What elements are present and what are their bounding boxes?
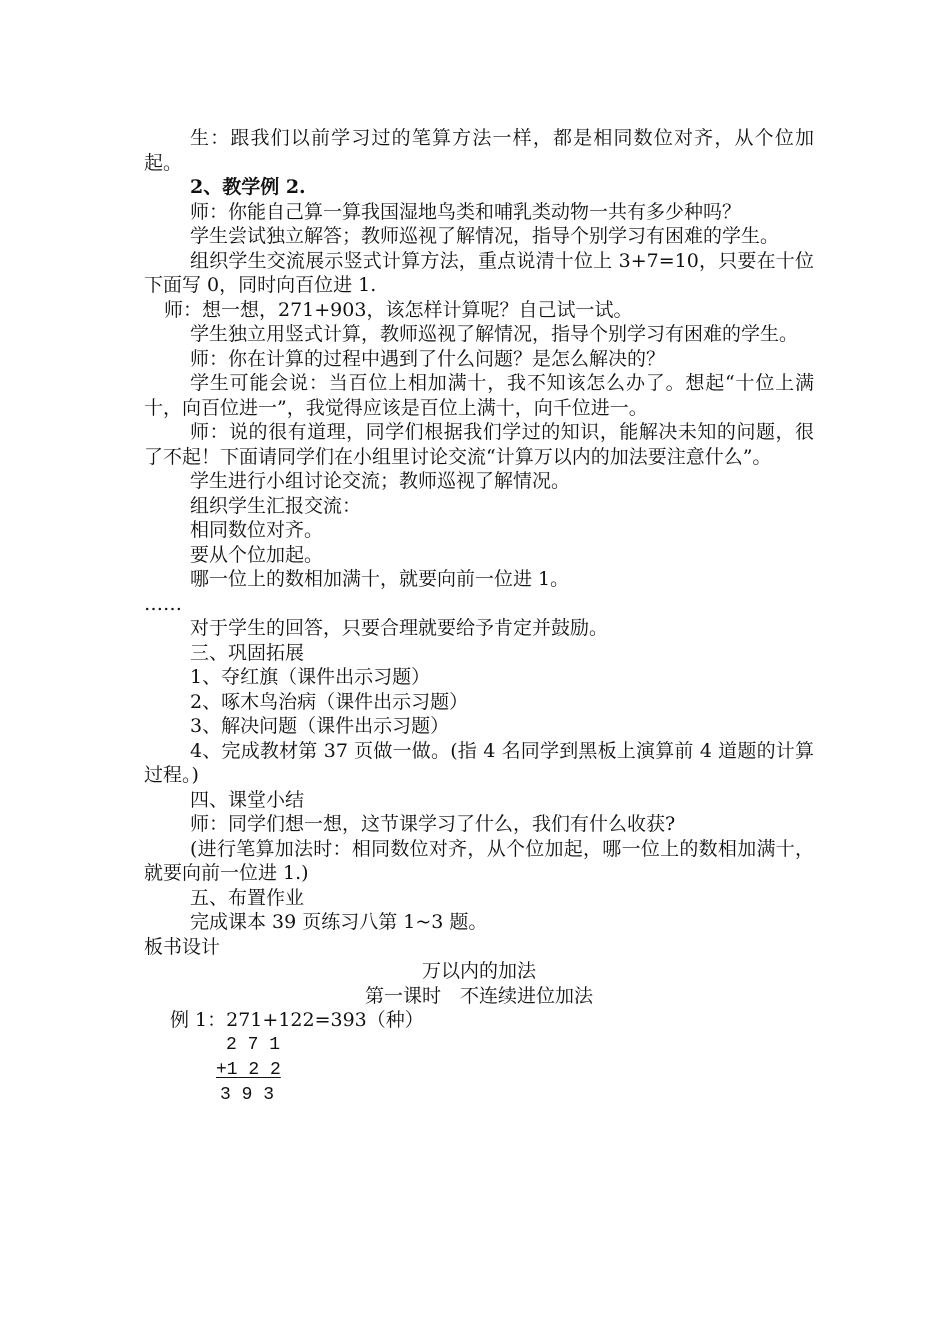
list-item: 哪一位上的数相加满十，就要向前一位进 1。: [190, 568, 570, 590]
paragraph: 学生独立用竖式计算，教师巡视了解情况，指导个别学习有困难的学生。: [190, 323, 799, 345]
vertical-sum: 3 9 3: [220, 1084, 275, 1105]
list-item: 1、夺红旗（课件出示习题）: [190, 666, 431, 688]
section-heading: 2、教学例 2.: [190, 176, 306, 198]
board-example: 例 1：271+122=393（种）: [170, 1009, 424, 1031]
vertical-addend-1: 2 7 1: [226, 1034, 281, 1055]
list-item: 2、啄木鸟治病（课件出示习题）: [190, 690, 469, 713]
list-item: 相同数位对齐。: [190, 519, 324, 541]
paragraph: 师：你在计算的过程中遇到了什么问题？是怎么解决的？: [190, 347, 666, 370]
paragraph: 师：同学们想一想，这节课学习了什么，我们有什么收获?: [190, 813, 676, 835]
board-title: 万以内的加法: [421, 960, 536, 982]
section-heading: 五、布置作业: [190, 886, 305, 909]
vertical-addend-2: +1 2 2: [216, 1059, 281, 1080]
paragraph: 师：你能自己算一算我国湿地鸟类和哺乳类动物一共有多少种吗？: [190, 200, 742, 223]
paragraph: 师：想一想，271+903，该怎样计算呢？自己试一试。: [164, 298, 633, 321]
board-subtitle: 第一课时 不连续进位加法: [364, 984, 593, 1007]
board-design-heading: 板书设计: [144, 935, 221, 958]
ellipsis: ……: [144, 592, 182, 615]
section-heading: 四、课堂小结: [190, 788, 305, 811]
list-item: 4、完成教材第 37 页做一做。(指 4 名同学到黑板上演算前 4 道题的计算过程。): [144, 739, 814, 786]
paragraph: 对于学生的回答，只要合理就要给予肯定并鼓励。: [190, 617, 609, 639]
list-item: 要从个位加起。: [190, 543, 324, 566]
paragraph: (进行笔算加法时：相同数位对齐，从个位加起，哪一位上的数相加满十，就要向前一位进 1.): [144, 837, 814, 884]
paragraph: 师：说的很有道理，同学们根据我们学过的知识，能解决未知的问题，很了不起！下面请同学们在小组里讨论交流“计算万以内的加法要注意什么”。: [144, 421, 814, 468]
paragraph: 学生可能会说：当百位上相加满十，我不知该怎么办了。想起“十位上满十，向百位进一”，我觉得应该是百位上满十，向千位进一。: [144, 372, 814, 419]
paragraph: 学生进行小组讨论交流；教师巡视了解情况。: [190, 470, 571, 492]
paragraph: 生：跟我们以前学习过的笔算方法一样，都是相同数位对齐，从个位加起。: [144, 127, 814, 174]
document-body: [144, 126, 814, 1108]
paragraph: 完成课本 39 页练习八第 1~3 题。: [190, 911, 488, 933]
section-heading: 三、巩固拓展: [190, 641, 305, 664]
paragraph: 学生尝试独立解答；教师巡视了解情况，指导个别学习有困难的学生。: [190, 225, 780, 247]
paragraph: 组织学生交流展示竖式计算方法，重点说清十位上 3+7=10，只要在十位下面写 0，同时向百位进 1.: [144, 249, 814, 296]
paragraph: 组织学生汇报交流：: [190, 494, 362, 517]
list-item: 3、解决问题（课件出示习题）: [190, 715, 450, 737]
